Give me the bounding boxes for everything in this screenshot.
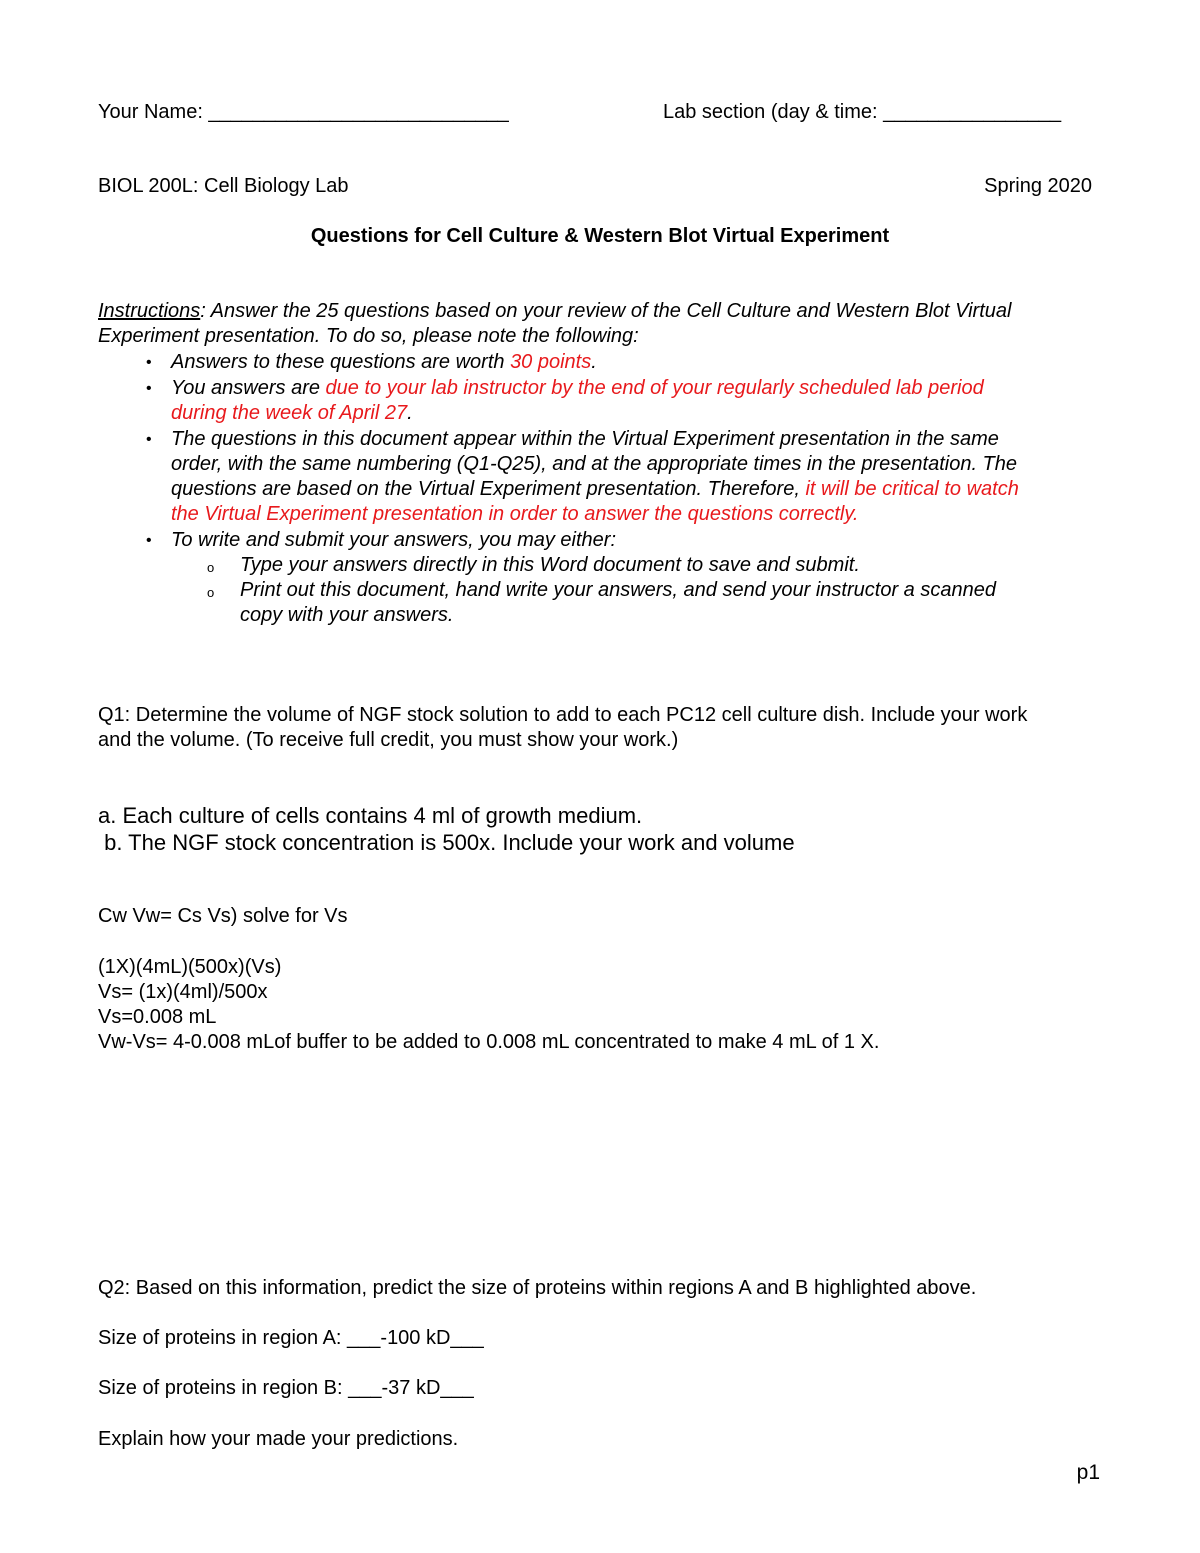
q1-part-b: b. The NGF stock concentration is 500x. Include your work and volume bbox=[98, 830, 795, 855]
bullet-glyph: • bbox=[146, 431, 152, 448]
bullet-glyph: • bbox=[146, 354, 152, 371]
instruction-bullet-points: Answers to these questions are worth 30 points. bbox=[171, 351, 597, 373]
q1-answer-step1: (1X)(4mL)(500x)(Vs) bbox=[98, 956, 282, 978]
q2-explain-prompt: Explain how your made your predictions. bbox=[98, 1428, 459, 1450]
lab-section-field-label: Lab section (day & time: ________________ bbox=[663, 101, 1062, 123]
instruction-bullet-order-line3: questions are based on the Virtual Experiment presentation. Therefore, it will be critical to watch bbox=[171, 478, 1019, 500]
instructions-intro-line2: Experiment presentation. To do so, please note the following: bbox=[98, 325, 639, 347]
q1-part-a: a. Each culture of cells contains 4 ml of growth medium. bbox=[98, 803, 643, 828]
q1-answer-step2: Vs= (1x)(4ml)/500x bbox=[98, 981, 268, 1003]
instruction-sub-print-line2: copy with your answers. bbox=[240, 604, 454, 626]
instruction-bullet-order-line4: the Virtual Experiment presentation in order to answer the questions correctly. bbox=[171, 503, 859, 525]
instructions-label: Instructions bbox=[98, 300, 201, 322]
course-title: BIOL 200L: Cell Biology Lab bbox=[98, 175, 349, 197]
q1-answer-formula: Cw Vw= Cs Vs) solve for Vs bbox=[98, 905, 348, 927]
document-title: Questions for Cell Culture & Western Blot Virtual Experiment bbox=[310, 225, 890, 247]
q1-answer-step3: Vs=0.008 mL bbox=[98, 1006, 217, 1028]
instruction-sub-type: Type your answers directly in this Word document to save and submit. bbox=[240, 554, 860, 576]
instruction-sub-print-line1: Print out this document, hand write your answers, and send your instructor a scanned bbox=[240, 579, 996, 601]
bullet-glyph: • bbox=[146, 532, 152, 549]
page-number: p1 bbox=[1076, 1461, 1100, 1484]
sub-bullet-glyph: o bbox=[207, 585, 215, 600]
q1-question-line2: and the volume. (To receive full credit, you must show your work.) bbox=[98, 729, 679, 751]
q1-answer-step4: Vw-Vs= 4-0.008 mLof buffer to be added to 0.008 mL concentrated to make 4 mL of 1 X. bbox=[98, 1031, 880, 1053]
instruction-bullet-due-line2: during the week of April 27. bbox=[171, 402, 413, 424]
instructions-intro: Instructions: Answer the 25 questions based on your review of the Cell Culture and Western Blot Virtual bbox=[98, 300, 1012, 322]
q1-question-line1: Q1: Determine the volume of NGF stock solution to add to each PC12 cell culture dish. Include your work bbox=[98, 704, 1028, 726]
instruction-bullet-due: You answers are due to your lab instructor by the end of your regularly scheduled lab period bbox=[171, 377, 984, 399]
sub-bullet-glyph: o bbox=[207, 560, 215, 575]
q2-question: Q2: Based on this information, predict the size of proteins within regions A and B highlighted above. bbox=[98, 1277, 977, 1299]
q2-region-a: Size of proteins in region A: ___-100 kD___ bbox=[98, 1327, 484, 1349]
instruction-bullet-order-line1: The questions in this document appear within the Virtual Experiment presentation in the same bbox=[171, 428, 999, 450]
instruction-bullet-order-line2: order, with the same numbering (Q1-Q25), and at the appropriate times in the presentation. The bbox=[171, 453, 1018, 475]
q2-region-b: Size of proteins in region B: ___-37 kD___ bbox=[98, 1377, 474, 1399]
name-field-label: Your Name: ___________________________ bbox=[98, 101, 509, 123]
bullet-glyph: • bbox=[146, 380, 152, 397]
term-label: Spring 2020 bbox=[984, 175, 1092, 197]
instruction-bullet-submit: To write and submit your answers, you may either: bbox=[171, 529, 617, 551]
